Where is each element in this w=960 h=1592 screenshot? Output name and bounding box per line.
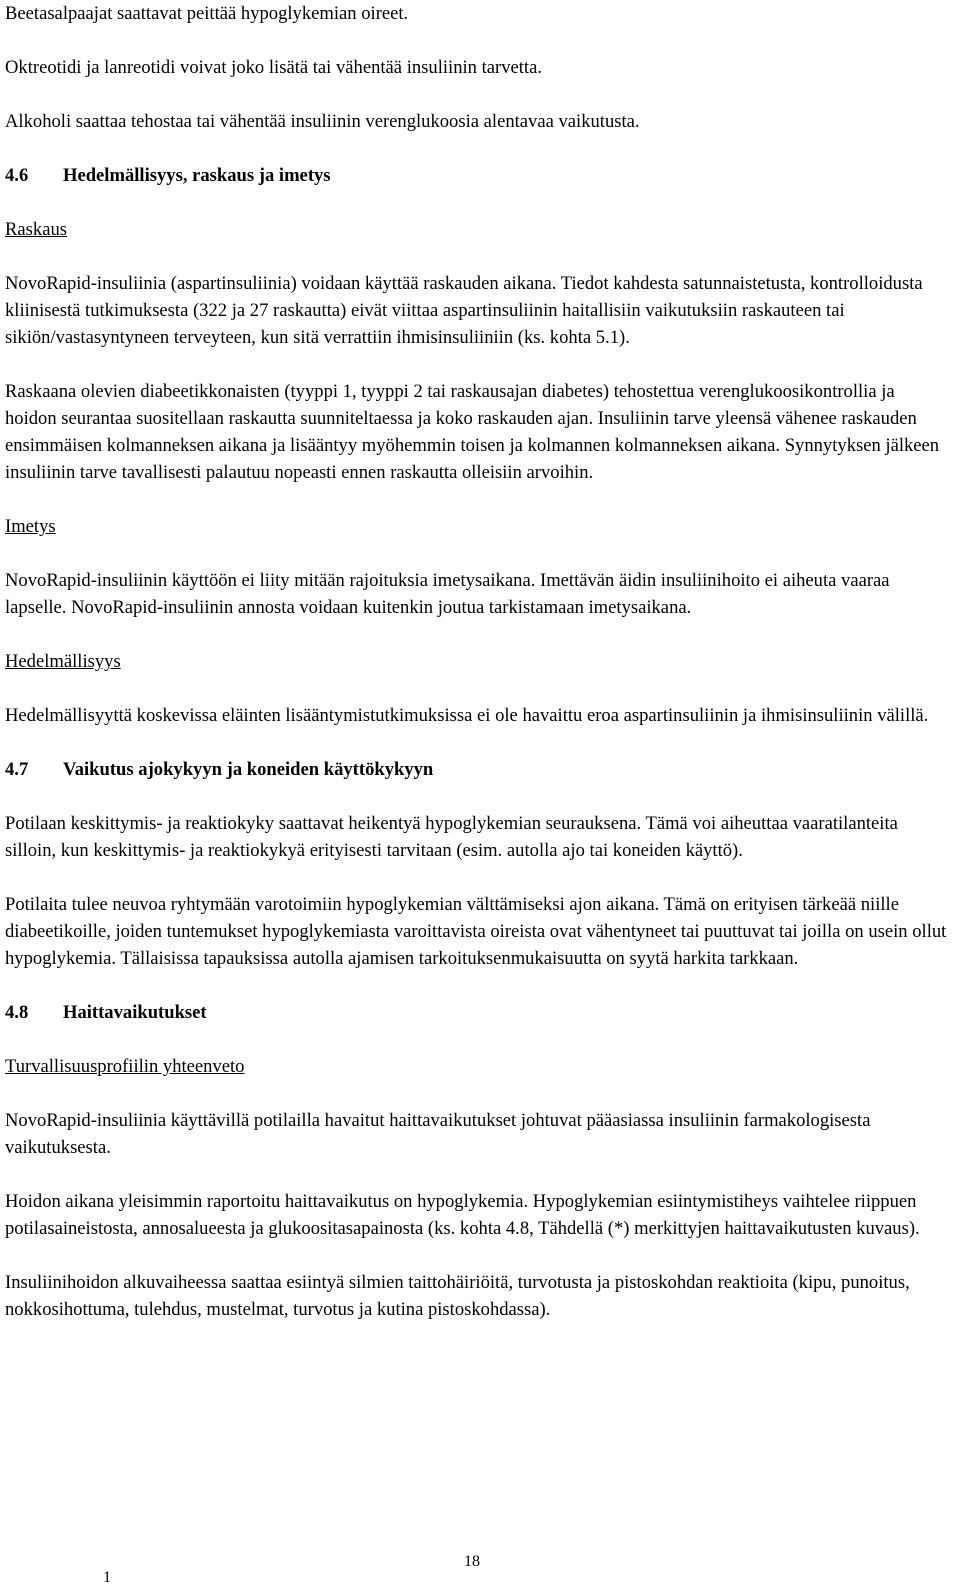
paragraph-adverse-2: Hoidon aikana yleisimmin raportoitu haittavaikutus on hypoglykemia. Hypoglykemian esiintymistiheys vaihtelee riippuen potilasaineistosta, annosalueesta ja glukoositasapainosta (ks. kohta 4.8, Tähdellä (*) merkittyjen haittavaikutusten kuvaus).	[5, 1191, 920, 1239]
paragraph-driving-2: Potilaita tulee neuvoa ryhtymään varotoimiin hypoglykemian välttämiseksi ajon aikana. Tämä on erityisen tärkeää niille diabeetikoille, joiden tuntemukset hypoglykemiasta varoittavista oireista ovat vähentyneet tai puuttuvat tai joilla on usein ollut hypoglykemia. Tällaisissa tapauksissa autolla ajamisen tarkoituksenmukaisuutta on syytä harkita tarkkaan.	[5, 894, 947, 969]
section-title: Hedelmällisyys, raskaus ja imetys	[63, 165, 331, 186]
section-number: 4.8	[5, 1002, 29, 1023]
paragraph-adverse-3: Insuliinihoidon alkuvaiheessa saattaa esiintyä silmien taittohäiriöitä, turvotusta ja pistoskohdan reaktioita (kipu, punoitus, nokkosihottuma, tulehdus, mustelmat, turvotus ja kutina pistoskohdassa).	[5, 1272, 910, 1320]
section-title: Vaikutus ajokykyyn ja koneiden käyttökykyyn	[63, 759, 434, 780]
page-mark: 1	[103, 1569, 111, 1586]
subheading-safety-profile: Turvallisuusprofiilin yhteenveto	[5, 1056, 245, 1077]
paragraph-beta-blockers: Beetasalpaajat saattavat peittää hypoglykemian oireet.	[5, 3, 409, 24]
subheading-breastfeeding: Imetys	[5, 516, 56, 537]
paragraph-pregnancy-1: NovoRapid-insuliinia (aspartinsuliinia) voidaan käyttää raskauden aikana. Tiedot kahdesta satunnaistetusta, kontrolloidusta kliinisestä tutkimuksesta (322 ja 27 raskautta) eivät viittaa aspartinsuliinin haitallisiin vaikutuksiin raskauteen tai sikiön/vastasyntyneen terveyteen, kun sitä verrattiin ihmisinsuliiniin (ks. kohta 5.1).	[5, 273, 923, 348]
section-number: 4.7	[5, 759, 29, 780]
paragraph-alcohol: Alkoholi saattaa tehostaa tai vähentää insuliinin verenglukoosia alentavaa vaikutusta.	[5, 111, 640, 132]
section-title: Haittavaikutukset	[63, 1002, 207, 1023]
section-heading-4-7	[5, 756, 950, 783]
subheading-pregnancy: Raskaus	[5, 219, 67, 240]
page-number: 18	[464, 1553, 480, 1570]
paragraph-pregnancy-2: Raskaana olevien diabeetikkonaisten (tyyppi 1, tyyppi 2 tai raskausajan diabetes) tehostettua verenglukoosikontrollia ja hoidon seurantaa suositellaan raskautta suunniteltaessa ja koko raskauden ajan. Insuliinin tarve yleensä vähenee raskauden ensimmäisen kolmanneksen aikana ja lisääntyy myöhemmin toisen ja kolmannen kolmanneksen aikana. Synnytyksen jälkeen insuliinin tarve tavallisesti palautuu nopeasti ennen raskautta olleisiin arvoihin.	[5, 381, 940, 483]
paragraph-breastfeeding: NovoRapid-insuliinin käyttöön ei liity mitään rajoituksia imetysaikana. Imettävän äidin insuliinihoito ei aiheuta vaaraa lapselle. NovoRapid-insuliinin annosta voidaan kuitenkin joutua tarkistamaan imetysaikana.	[5, 570, 890, 618]
paragraph-fertility: Hedelmällisyyttä koskevissa eläinten lisääntymistutkimuksissa ei ole havaittu eroa aspartinsuliinin ja ihmisinsuliinin välillä.	[5, 705, 929, 726]
paragraph-adverse-1: NovoRapid-insuliinia käyttävillä potilailla havaitut haittavaikutukset johtuvat pääasiassa insuliinin farmakologisesta vaikutuksesta.	[5, 1110, 871, 1158]
paragraph-octreotide: Oktreotidi ja lanreotidi voivat joko lisätä tai vähentää insuliinin tarvetta.	[5, 57, 543, 78]
section-heading-4-8	[5, 999, 950, 1026]
section-heading-4-6	[5, 162, 950, 189]
paragraph-driving-1: Potilaan keskittymis- ja reaktiokyky saattavat heikentyä hypoglykemian seurauksena. Tämä voi aiheuttaa vaaratilanteita silloin, kun keskittymis- ja reaktiokykyä erityisesti tarvitaan (esim. autolla ajo tai koneiden käyttö).	[5, 813, 898, 861]
document-page	[5, 0, 950, 1323]
subheading-fertility: Hedelmällisyys	[5, 651, 121, 672]
section-number: 4.6	[5, 165, 29, 186]
